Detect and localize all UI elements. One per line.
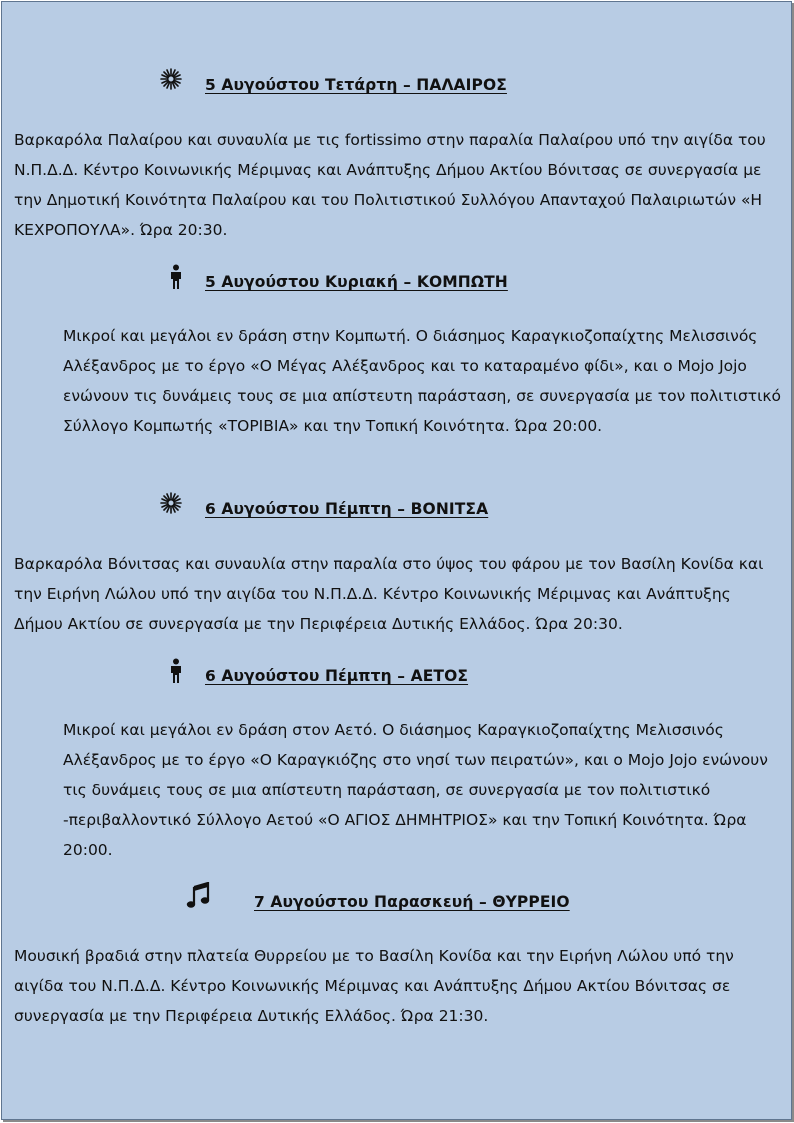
section-heading: 6 Αυγούστου Πέμπτη – ΒΟΝΙΤΣΑ (205, 500, 489, 518)
document-page (1, 1, 792, 1120)
section-text: Μουσική βραδιά στην πλατεία Θυρρείου με το Βασίλη Κονίδα και την Ειρήνη Λώλου υπό την αιγίδα του Ν.Π.Δ.Δ. Κέντρο Κοινωνικής Μέριμνας και Ανάπτυξης Δήμου Ακτίου Βόνιτσας σε συνεργασία με την Περιφέρεια Δυτικής Ελλάδος. Ώρα 21:30. (14, 947, 734, 1025)
section-heading: 5 Αυγούστου Κυριακή – ΚΟΜΠΩΤΗ (205, 273, 508, 291)
section-text: Βαρκαρόλα Βόνιτσας και συναυλία στην παραλία στο ύψος του φάρου με τον Βασίλη Κονίδα και την Ειρήνη Λώλου υπό την αιγίδα του Ν.Π.Δ.Δ. Κέντρο Κοινωνικής Μέριμνας και Ανάπτυξης Δήμου Ακτίου σε συνεργασία με την Περιφέρεια Δυτικής Ελλάδος. Ώρα 20:30. (14, 555, 764, 633)
flower-icon (159, 67, 183, 95)
section-heading: 5 Αυγούστου Τετάρτη – ΠΑΛΑΙΡΟΣ (205, 76, 507, 94)
music-note-icon (186, 882, 212, 914)
flower-icon (159, 491, 183, 519)
section-heading: 6 Αυγούστου Πέμπτη – ΑΕΤΟΣ (205, 667, 469, 685)
section-text: Μικροί και μεγάλοι εν δράση στην Κομπωτή. Ο διάσημος Καραγκιοζοπαίχτης Μελισσινός Αλέξανδρος με το έργο «Ο Μέγας Αλέξανδρος και το καταραμένο φίδι», και ο Mojo Jojo ενώνουν τις δυνάμεις τους σε μια απίστευτη παράσταση, σε συνεργασία με τον πολιτιστικό Σύλλογο Κομπωτής «ΤΟΡΙΒΙΑ» και την Τοπική Κοινότητα. Ώρα 20:00. (63, 327, 781, 435)
section-text: Βαρκαρόλα Παλαίρου και συναυλία με τις fortissimo στην παραλία Παλαίρου υπό την αιγίδα του Ν.Π.Δ.Δ. Κέντρο Κοινωνικής Μέριμνας και Ανάπτυξης Δήμου Ακτίου Βόνιτσας σε συνεργασία με την Δημοτική Κοινότητα Παλαίρου και του Πολιτιστικού Συλλόγου Απανταχού Παλαιριωτών «Η ΚΕΧΡΟΠΟΥΛΑ». Ώρα 20:30. (14, 131, 766, 239)
section-text: Μικροί και μεγάλοι εν δράση στον Αετό. Ο διάσημος Καραγκιοζοπαίχτης Μελισσινός Αλέξανδρος με το έργο «Ο Καραγκιόζης στο νησί των πειρατών», και ο Mojo Jojo ενώνουν τις δυνάμεις τους σε μια απίστευτη παράσταση, σε συνεργασία με τον πολιτιστικό -περιβαλλοντικό Σύλλογο Αετού «Ο ΑΓΙΟΣ ΔΗΜΗΤΡΙΟΣ» και την Τοπική Κοινότητα. Ώρα 20:00. (63, 721, 768, 859)
section-heading: 7 Αυγούστου Παρασκευή – ΘΥΡΡΕΙΟ (254, 893, 570, 911)
person-icon (168, 658, 184, 688)
person-icon (168, 264, 184, 294)
